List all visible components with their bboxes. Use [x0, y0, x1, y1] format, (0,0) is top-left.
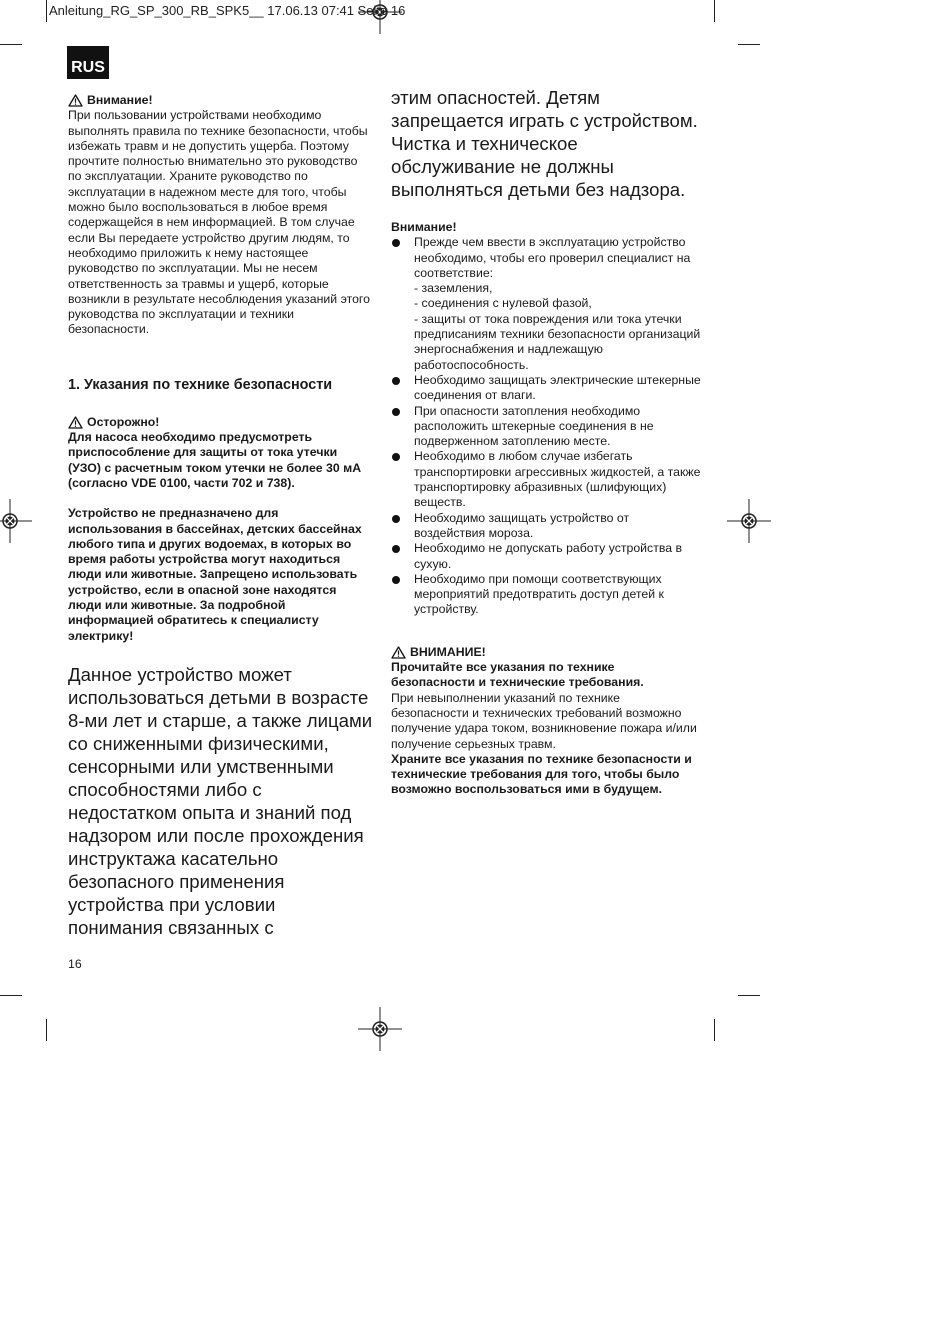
crop-mark [46, 1019, 47, 1041]
warning-triangle-icon [391, 646, 406, 659]
warning-title: ВНИМАНИЕ! [410, 644, 486, 659]
warning-triangle-icon [68, 416, 83, 429]
crop-mark [738, 995, 760, 996]
registration-mark-icon [727, 499, 771, 543]
registration-mark-icon [0, 499, 32, 543]
crop-mark [738, 44, 760, 45]
crop-mark [0, 995, 22, 996]
warning-bold-text: Прочитайте все указания по технике безопасности и технические требования. [391, 660, 644, 690]
list-item-text: Прежде чем ввести в эксплуатацию устройство необходимо, чтобы его проверил специалист на соответствие: - заземления, - соединения с нулевой фазой, - защиты от тока повреждения или тока утечки предписаниям техники безопасности организаций энергоснабжения и надлежащую работоспособность. [414, 235, 701, 372]
list-item-text: Необходимо при помощи соответствующих мероприятий предотвратить доступ детей к устройству. [414, 571, 664, 617]
list-item [391, 404, 701, 450]
bullet-icon [392, 453, 400, 461]
warning-heading [391, 645, 701, 660]
attention-heading-right: Внимание! [391, 220, 457, 234]
children-usage-text-continued: этим опасностей. Детям запрещается играть с устройством. Чистка и техническое обслуживание не должны выполняться детьми без надзора. [391, 87, 698, 200]
bullet-icon [392, 239, 400, 247]
right-column [391, 86, 701, 798]
left-column [68, 93, 373, 939]
crop-mark [714, 1019, 715, 1041]
bullet-icon [392, 408, 400, 416]
children-usage-text: Данное устройство может использоваться детьми в возрасте 8-ми лет и старше, а также лицами со сниженными физическими, сенсорными или умственными способностями либо с недостатком опыта и знаний под надзором или после прохождения инструктажа касательно безопасного применения устройства при условии понимания связанных с [68, 663, 373, 938]
bullet-icon [392, 515, 400, 523]
caution-text: Для насоса необходимо предусмотреть приспособление для защиты от тока утечки (УЗО) с расчетным током утечки не более 30 мА (согласно VDE 0100, части 702 и 738). [68, 430, 362, 490]
bullet-icon [392, 576, 400, 584]
print-slug: Anleitung_RG_SP_300_RB_SPK5__ 17.06.13 07:41 Seite 16 [49, 3, 406, 18]
warning-triangle-icon [68, 94, 83, 107]
caution-title: Осторожно! [87, 414, 160, 429]
list-item-text: Необходимо защищать электрические штекерные соединения от влаги. [414, 372, 701, 403]
crop-mark [0, 44, 22, 45]
list-item [391, 235, 701, 373]
pool-warning-text: Устройство не предназначено для использования в бассейнах, детских бассейнах любого типа и других водоемах, в которых во время работы устройства могут находиться люди или животные. Запрещено использовать устройство, если в опасной зоне находятся люди или животные. За подробной информацией обратитесь к специалисту электрику! [68, 506, 362, 643]
crop-mark [46, 0, 47, 22]
list-item [391, 511, 701, 542]
crop-mark [714, 0, 715, 22]
list-item [391, 541, 701, 572]
section-heading: 1. Указания по технике безопасности [68, 376, 333, 393]
warning-text: При невыполнении указаний по технике безопасности и технических требований возможно получение удара током, возникновение пожара и/или получение серьезных травм. [391, 690, 697, 751]
list-item [391, 572, 701, 618]
list-item-text: При опасности затопления необходимо расположить штекерные соединения в не подверженном затоплению месте. [414, 403, 654, 449]
attention-title: Внимание! [87, 93, 153, 107]
registration-mark-icon [358, 1007, 402, 1051]
list-item-text: Необходимо защищать устройство от воздействия мороза. [414, 510, 630, 540]
list-item-text: Необходимо в любом случае избегать транспортировки агрессивных жидкостей, а также транспортировку абразивных (шлифующих) веществ. [414, 449, 701, 510]
page-number: 16 [68, 957, 82, 971]
list-item [391, 373, 701, 404]
warning-bold-text-2: Храните все указания по технике безопасности и технические требования для того, чтобы было возможно воспользоваться ими в будущем. [391, 751, 692, 797]
list-item [391, 449, 701, 510]
list-item-text: Необходимо не допускать работу устройства в сухую. [414, 541, 683, 571]
attention-text: При пользовании устройствами необходимо выполнять правила по технике безопасности, чтобы избежать травм и не допустить ущерба. Поэтому прочтите полностью внимательно это руководство по эксплуатации. Храните руководство по эксплуатации в надежном месте для того, чтобы можно было воспользоваться в любое время содержащейся в нем информацией. В том случае если Вы передаете устройство другим людям, то необходимо приложить к нему настоящее руководство по эксплуатации. Мы не несем ответственность за травмы и ущерб, которые возникли в результате несоблюдения указаний этого руководства по эксплуатации и техники безопасности. [68, 108, 370, 337]
attention-heading [68, 93, 373, 108]
caution-heading [68, 415, 373, 430]
language-badge: RUS [67, 46, 109, 79]
bullet-icon [392, 377, 400, 385]
bullet-icon [392, 545, 400, 553]
safety-bullet-list [391, 235, 701, 617]
